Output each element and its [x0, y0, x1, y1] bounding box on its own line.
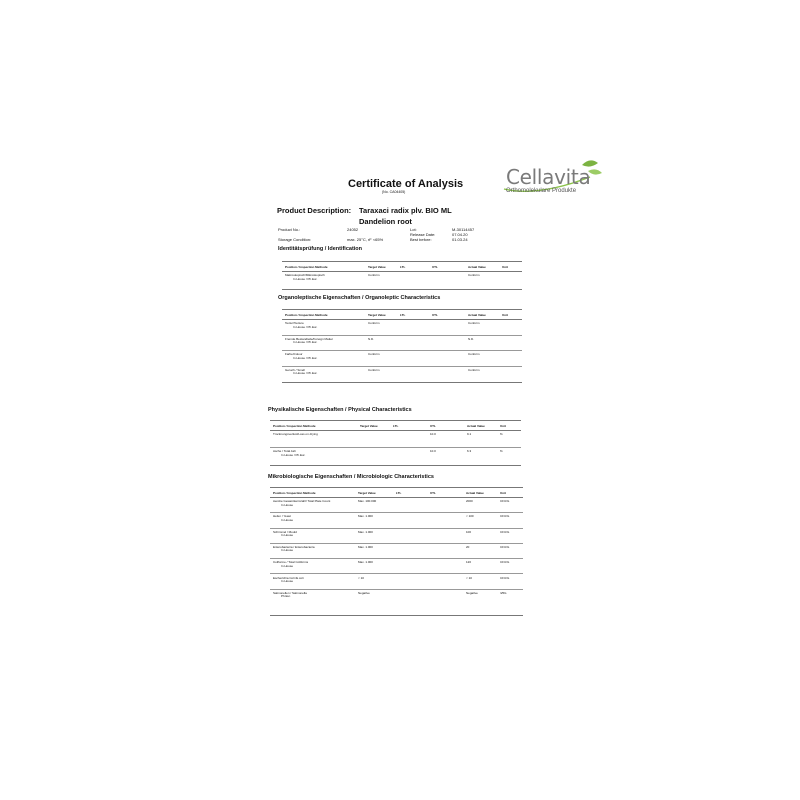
table-row — [270, 528, 523, 544]
cell-method: In House — [281, 533, 294, 538]
cell-actual: N.D. — [468, 336, 474, 341]
cell-position-name: Fremde Bestandteile/Foreign Matter — [285, 336, 334, 341]
cell-position-name: Salmonellen / Salmonella — [273, 590, 307, 595]
cell-actual: 120 — [466, 560, 472, 565]
cell-actual: 9.1 — [467, 432, 472, 436]
cell-position — [273, 546, 315, 553]
table-row — [282, 319, 522, 336]
cell-actual: 20 — [466, 544, 470, 549]
storage-value: max. 25°C, rF <65% — [347, 237, 384, 242]
logo-wordmark: Cellavita — [506, 165, 591, 189]
cell-target: Max. 1.000 — [358, 529, 373, 534]
cell-position-name: Asche / Total Ash — [273, 449, 296, 453]
product-name: Taraxaci radix plv. BIO ML — [359, 206, 452, 215]
column-header-actual: Actual Value — [468, 313, 486, 317]
column-header-position: Position / Inspection Methode — [273, 424, 316, 428]
cell-target: Conform — [368, 352, 380, 356]
section-title-identification: Identitätsprüfung / Identification — [278, 246, 363, 252]
table-row — [270, 430, 521, 448]
cell-actual: 100 — [466, 529, 472, 534]
lot-value: M-30114457 — [452, 227, 475, 232]
column-header-target: Target Value — [368, 265, 386, 269]
cell-position — [285, 338, 333, 345]
table-row — [282, 271, 522, 289]
table-row — [282, 350, 522, 367]
column-header-utl: UTL — [432, 313, 438, 317]
cell-position-name: Schimmel / Mould — [273, 529, 297, 534]
cell-actual: Negative — [466, 590, 478, 595]
table-row — [270, 512, 523, 528]
cell-utl: 10.0 — [430, 432, 436, 436]
table-row — [270, 558, 523, 574]
cell-unit: /25G — [500, 590, 507, 595]
column-header-unit: Unit — [500, 491, 506, 495]
product-description-label: Product Description: — [277, 206, 352, 215]
cell-unit: % — [500, 449, 503, 453]
logo-tagline: Orthomolekulare Produkte — [506, 188, 577, 194]
identification-table — [282, 261, 522, 290]
table-row — [270, 447, 521, 464]
cell-unit: CFU/G — [500, 514, 510, 519]
cell-position — [273, 531, 297, 538]
cell-position — [273, 515, 293, 522]
cell-position — [285, 369, 317, 376]
cell-position — [273, 433, 318, 437]
column-header-ltl: LTL — [400, 265, 406, 269]
certificate-number: (No. CA04405) — [382, 190, 406, 194]
lot-label: Lot: — [410, 227, 417, 232]
section-title-microbiologic: Mikrobiologische Eigenschaften / Microbiologic Characteristics — [268, 474, 434, 480]
product-no-value: 24052 — [347, 227, 359, 232]
cell-position-name: Trocknungsverlust/Loss on drying — [273, 432, 318, 436]
cell-position-name: Hefen / Yeast — [273, 514, 291, 519]
column-header-position: Position / Inspection Methode — [273, 491, 316, 495]
release-date-value: 07.04.20 — [452, 232, 468, 237]
column-header-utl: UTL — [432, 265, 438, 269]
cell-position — [273, 577, 304, 584]
cell-actual: Conform — [468, 321, 480, 325]
cell-target: Max. 100.000 — [358, 499, 377, 503]
cell-method: In House / Ph.Eur. — [281, 452, 306, 457]
table-row — [282, 335, 522, 352]
product-common-name: Dandelion root — [359, 217, 412, 226]
column-header-utl: UTL — [430, 491, 436, 495]
table-row — [270, 543, 523, 559]
section-title-physical: Physikalische Eigenschaften / Physical Characteristics — [268, 407, 412, 413]
cell-position — [273, 592, 307, 599]
cell-actual: 2000 — [466, 499, 473, 503]
cell-position-name: Geruch / Smell — [285, 367, 305, 372]
storage-label: Storage Condition: — [278, 237, 312, 242]
release-date-label: Release Date: — [410, 232, 436, 237]
cell-position-name: Makroskopisch/Mikroskopisch — [285, 273, 325, 277]
cell-utl: 10.0 — [430, 449, 436, 453]
cell-method: In House / Ph.Eur. — [293, 324, 318, 329]
table-row — [282, 366, 522, 382]
cell-actual: Conform — [468, 367, 480, 372]
cell-method: In House / Ph.Eur. — [293, 276, 318, 281]
column-header-target: Target Value — [368, 313, 386, 317]
column-header-unit: Unit — [502, 313, 508, 317]
product-no-label: Product No.: — [278, 227, 301, 232]
brand-logo — [498, 155, 608, 205]
cell-unit: CFU/G — [500, 499, 510, 503]
cell-target: Max. 1.000 — [358, 544, 373, 549]
cell-position-name: Farbe/Colour — [285, 352, 303, 356]
cell-position — [285, 353, 317, 360]
cell-position — [273, 500, 330, 507]
table-row — [270, 574, 523, 590]
cell-target: Max. 1.000 — [358, 514, 373, 519]
cell-unit: CFU/G — [500, 575, 510, 580]
cell-actual: < 10 — [466, 575, 472, 580]
cell-method: In House — [281, 563, 294, 568]
best-before-label: Best before: — [410, 237, 432, 242]
column-header-ltl: LTL — [400, 313, 406, 317]
column-header-target: Target Value — [360, 424, 378, 428]
section-title-organoleptic: Organoleptische Eigenschaften / Organoleptic Characteristics — [278, 295, 441, 301]
cell-position-name: Coliforme / Total Coliforms — [273, 560, 309, 565]
cell-target: < 10 — [358, 575, 364, 580]
physical-table — [270, 420, 521, 466]
column-header-ltl: LTL — [393, 424, 399, 428]
cell-target: Negative — [358, 590, 370, 595]
cell-position-name: Escherichia Coli /E.coli — [273, 575, 304, 580]
cell-actual: Conform — [468, 352, 480, 356]
cell-target: N.D. — [368, 336, 374, 341]
cell-position-name: Enterobacteria / Enterobacteria — [273, 544, 315, 549]
cell-unit: % — [500, 432, 503, 436]
cell-position — [273, 561, 308, 568]
table-row — [270, 497, 523, 513]
cell-method: In House / Ph.Eur. — [293, 340, 318, 345]
cell-unit: CFU/G — [500, 560, 510, 565]
cell-target: Max. 1.000 — [358, 560, 373, 565]
column-header-position: Position / Inspection Methode — [285, 313, 328, 317]
column-header-ltl: LTL — [396, 491, 402, 495]
cell-target: Conform — [368, 321, 380, 325]
certificate-title: Certificate of Analysis — [348, 178, 464, 190]
cell-method: In House — [281, 548, 294, 553]
cell-method: In House — [281, 517, 294, 522]
cell-method: In House — [281, 502, 294, 507]
cell-actual: Conform — [468, 273, 480, 277]
organoleptic-table — [282, 309, 522, 383]
microbiologic-table — [270, 487, 523, 616]
cell-target: Conform — [368, 367, 380, 372]
cell-unit: CFU/G — [500, 544, 510, 549]
cell-target: Conform — [368, 273, 380, 277]
cell-position-name: Textur/Texture — [285, 321, 304, 325]
cell-method: In House — [281, 579, 294, 584]
cell-position-name: Aerobe Gesamtkeimzahl/ Total Plate Count — [273, 499, 331, 503]
table-row — [270, 589, 523, 604]
column-header-actual: Actual Value — [468, 265, 486, 269]
column-header-unit: Unit — [502, 265, 508, 269]
column-header-actual: Actual Value — [467, 424, 485, 428]
column-header-utl: UTL — [430, 424, 436, 428]
column-header-position: Position / Inspection Methode — [285, 265, 328, 269]
cell-position — [285, 274, 325, 281]
cell-unit: CFU/G — [500, 529, 510, 534]
column-header-target: Target Value — [358, 491, 376, 495]
cell-method: In House / Ph.Eur. — [293, 371, 318, 376]
cell-actual: < 100 — [466, 514, 474, 519]
cell-position — [285, 322, 317, 329]
cell-actual: 6.3 — [467, 449, 472, 453]
column-header-unit: Unit — [500, 424, 506, 428]
cell-method: In House / Ph.Eur. — [293, 355, 318, 360]
cell-method: Ph.Eur. — [281, 594, 291, 599]
column-header-actual: Actual Value — [466, 491, 484, 495]
best-before-value: 01.03.24 — [452, 237, 468, 242]
cell-position — [273, 450, 305, 457]
